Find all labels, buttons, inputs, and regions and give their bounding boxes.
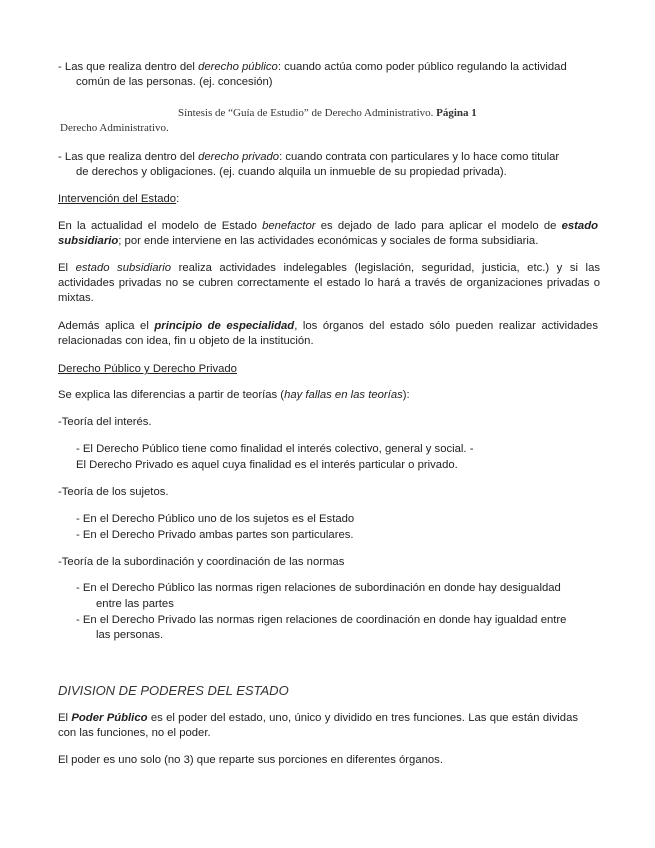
emphasis: estado subsidiario [75,262,172,274]
text: es dejado de lado para aplicar el modelo de [315,220,562,232]
text: ): [402,389,410,401]
dash: - [58,151,65,163]
theory-title-interes: -Teoría del interés. [58,416,152,428]
text: es el poder del estado, uno, único y dividido en tres funciones. Las que están dividas con las funciones, no el poder. [58,712,579,739]
paragraph-poder-publico [58,711,578,741]
page-footer [178,106,477,121]
list-item-continuation: común de las personas. (ej. concesión) [76,76,273,88]
text: Las que realiza dentro del [64,61,199,73]
section-heading-division: DIVISION DE PODERES DEL ESTADO [58,683,289,698]
emphasis: derecho privado [198,151,280,163]
theory-line: El Derecho Privado es aquel cuya finalidad es el interés particular o privado. [76,459,458,471]
section-title-derecho: Derecho Público y Derecho Privado [58,363,237,375]
dash: - [58,61,65,73]
paragraph-benefactor [58,219,598,249]
paragraph-poder-uno: El poder es uno solo (no 3) que reparte sus porciones en diferentes órganos. [58,754,443,766]
text: : cuando actúa como poder público regulando la actividad [277,61,567,73]
text: realiza actividades indelegables (legislación, seguridad, justicia, etc.) y si las actividades privadas no se cubren correctamente el estado lo hará a través de organizaciones privadas o mixtas. [58,262,601,304]
text: ; por ende interviene en las actividades económicas y sociales de forma subsidiaria. [118,235,539,247]
strong-emphasis: estado subsidiario [58,220,599,247]
theory-line: - En el Derecho Privado las normas rigen relaciones de coordinación en donde hay igualdad entre [76,614,567,626]
theory-title-subordinacion: -Teoría de la subordinación y coordinación de las normas [58,556,345,568]
text: Además aplica el [58,320,155,332]
text: Las que realiza dentro del [64,151,199,163]
page-number: Página 1 [436,107,477,119]
colon: : [176,193,180,205]
list-item-derecho-publico [58,60,567,75]
paragraph-subsidiario [58,261,600,306]
text: , los órganos del estado sólo pueden realizar actividades relacionadas con idea, fin u objeto de la institución. [58,320,598,347]
emphasis: derecho público [198,61,278,73]
text: El [58,262,76,274]
section-title-text: Intervención del Estado [58,193,177,205]
theory-line: - En el Derecho Privado ambas partes son particulares. [76,529,354,541]
page-header-continuation: Derecho Administrativo. [60,122,169,134]
theory-line: - En el Derecho Público uno de los sujetos es el Estado [76,513,355,525]
emphasis: hay fallas en las teorías [284,389,403,401]
text: : cuando contrata con particulares y lo hace como titular [279,151,560,163]
emphasis: benefactor [262,220,316,232]
theory-line: - El Derecho Público tiene como finalidad el interés colectivo, general y social. - [76,443,474,455]
theory-title-sujetos: -Teoría de los sujetos. [58,486,169,498]
theory-line-continuation: las personas. [96,629,164,641]
section-title-intervencion [58,192,179,207]
paragraph-especialidad [58,319,598,349]
strong-emphasis: Poder Público [71,712,148,724]
text: El [58,712,72,724]
text: Se explica las diferencias a partir de teorías ( [58,389,285,401]
list-item-continuation: de derechos y obligaciones. (ej. cuando alquila un inmueble de su propiedad privada). [76,166,507,178]
paragraph-teorias [58,388,410,403]
text: En la actualidad el modelo de Estado [58,220,263,232]
list-item-derecho-privado [58,150,559,165]
strong-emphasis: principio de especialidad [154,320,295,332]
theory-line: - En el Derecho Público las normas rigen relaciones de subordinación en donde hay desigualdad [76,582,561,594]
footer-text: Síntesis de “Guía de Estudio” de Derecho Administrativo. [178,107,437,119]
theory-line-continuation: entre las partes [96,598,174,610]
